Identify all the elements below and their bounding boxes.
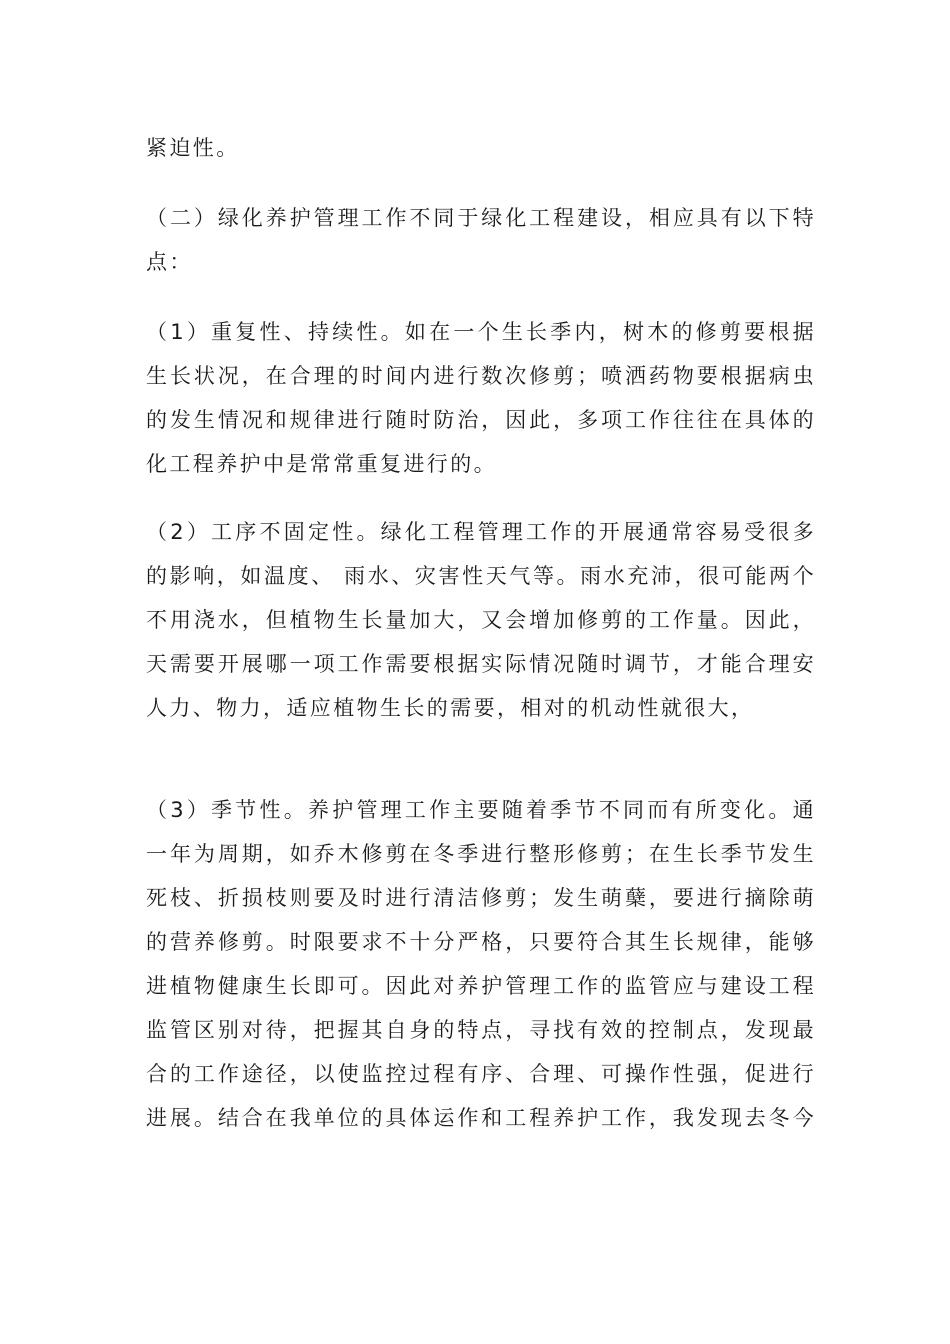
text-line: 人力、物力，适应植物生长的需要，相对的机动性就很大，: [146, 696, 755, 720]
text-line: （2）工序不固定性。绿化工程管理工作的开展通常容易受很多: [146, 520, 816, 544]
text-line: 监管区别对待，把握其自身的特点，寻找有效的控制点，发现最: [146, 1018, 816, 1042]
text-line: （1）重复性、持续性。如在一个生长季内，树木的修剪要根据: [146, 320, 816, 344]
paragraph-item-2: [146, 510, 816, 730]
text-line: 的影响，如温度、 雨水、灾害性天气等。雨水充沛，很可能两个: [146, 564, 816, 588]
text-line: 进展。结合在我单位的具体运作和工程养护工作，我发现去冬今: [146, 1106, 816, 1130]
text-line: 死枝、折损枝则要及时进行清洁修剪；发生萌蘖，要进行摘除萌: [146, 886, 816, 910]
text-line: 进植物健康生长即可。因此对养护管理工作的监管应与建设工程: [146, 974, 816, 998]
text-line: 不用浇水，但植物生长量加大，又会增加修剪的工作量。因此，: [146, 608, 816, 632]
text-line: 化工程养护中是常常重复进行的。: [146, 452, 497, 476]
text-line: 天需要开展哪一项工作需要根据实际情况随时调节，才能合理安: [146, 652, 816, 676]
text-line: 紧迫性。: [146, 136, 240, 160]
text-line: 一年为周期，如乔木修剪在冬季进行整形修剪；在生长季节发生: [146, 842, 816, 866]
paragraph-item-1: [146, 310, 816, 486]
text-line: 的营养修剪。时限要求不十分严格，只要符合其生长规律，能够: [146, 930, 816, 954]
paragraph-section-heading: [146, 196, 816, 284]
text-line: （3）季节性。养护管理工作主要随着季节不同而有所变化。通: [146, 798, 816, 822]
text-line: 的发生情况和规律进行随时防治，因此，多项工作往往在具体的: [146, 408, 816, 432]
paragraph-continuation: [146, 126, 816, 170]
text-line: 点：: [146, 250, 193, 274]
text-line: 生长状况，在合理的时间内进行数次修剪；喷洒药物要根据病虫: [146, 364, 816, 388]
text-line: （二）绿化养护管理工作不同于绿化工程建设，相应具有以下特: [146, 206, 816, 230]
paragraph-item-3: [146, 788, 816, 1140]
text-line: 合的工作途径，以使监控过程有序、合理、可操作性强，促进行: [146, 1062, 816, 1086]
